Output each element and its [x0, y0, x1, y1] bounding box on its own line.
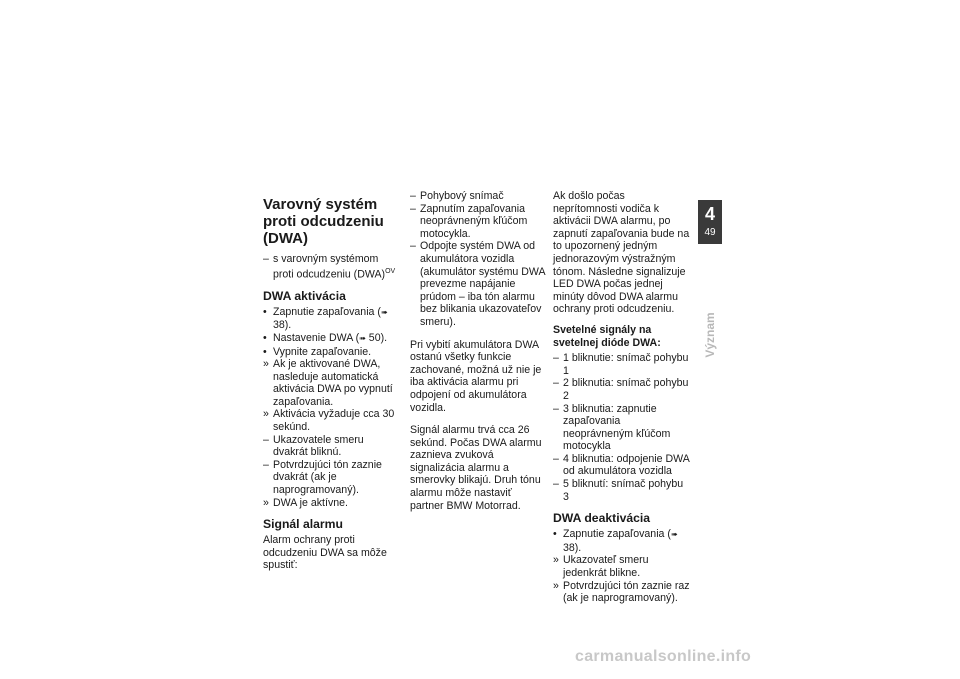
list-item: » Aktivácia vyžaduje cca 30 sekúnd. — [263, 408, 395, 434]
section-title: Varovný systém proti odcudzeniu (DWA) — [263, 196, 384, 247]
list-item: – 2 bliknutia: snímač pohybu 2 — [553, 377, 689, 402]
reference-arrow-icon: ➠ — [359, 333, 366, 343]
led-signals-heading: Svetelné signály na svetelnej dióde DWA: — [553, 323, 661, 349]
list-item: » Potvrdzujúci tón zaznie raz (ak je naprogramovaný). — [553, 579, 690, 605]
list-item: – 1 bliknutie: snímač pohybu 1 — [553, 352, 689, 377]
list-item: • Nastavenie DWA (➠ 50). — [263, 331, 388, 344]
deactivation-heading: DWA deaktivácia — [553, 511, 651, 526]
column-left — [263, 196, 398, 572]
list-item: • Zapnutie zapaľovania (➠ 38). — [553, 528, 678, 554]
section-label-text: Význam — [703, 312, 717, 358]
list-item: » Ak je aktivované DWA, nasleduje automatická aktivácia DWA po vypnutí zapaľovania. — [263, 358, 393, 408]
list-item: – 5 bliknutí: snímač pohybu 3 — [553, 478, 684, 503]
list-item: – 3 bliknutia: zapnutie zapaľovania neoprávneným kľúčom motocykla — [553, 402, 671, 453]
list-item: – s varovným systémom proti odcudzeniu (DWA)$^{OV}$ — [263, 253, 396, 281]
reference-arrow-icon: ➠ — [380, 307, 388, 317]
list-item: – Ukazovatele smeru dvakrát bliknú. — [263, 433, 364, 459]
paragraph: Ak došlo počas neprítomnosti vodiča k aktivácii DWA alarmu, po zapnutí zapaľovania bude na to upozornený jedným jednorazovým výstražným tónom. Následne signalizuje LED DWA počas jednej minúty dôvod DWA alarmu ochrany proti odcudzeniu. — [553, 190, 690, 316]
list-item: – Pohybový snímač — [410, 190, 504, 202]
alarm-text: Alarm ochrany proti odcudzeniu DWA sa môže spustiť: — [263, 534, 387, 572]
chapter-number: 4 — [704, 204, 715, 224]
watermark-text: carmanualsonline.info — [575, 648, 752, 665]
activation-heading: DWA aktivácia — [263, 288, 346, 303]
list-item: » DWA je aktívne. — [263, 496, 348, 509]
list-item: – 4 bliknutia: odpojenie DWA od akumulátora vozidla — [553, 452, 690, 478]
chapter-tab — [698, 200, 722, 244]
list-item: – Odpojte systém DWA od akumulátora vozidla (akumulátor systému DWA prevezme napájanie prúdom – iba tón alarmu bez blikania ukazovateľov smeru). — [410, 240, 545, 328]
paragraph: Pri vybití akumulátora DWA ostanú všetky funkcie zachované, možná už nie je iba aktivácia alarmu pri odpojení od akumulátora vozidla. — [410, 338, 542, 414]
list-item: – Zapnutím zapaľovania neoprávneným kľúčom motocykla. — [410, 202, 528, 240]
list-item: » Ukazovateľ smeru jedenkrát blikne. — [553, 554, 649, 580]
list-item: – Potvrdzujúci tón zaznie dvakrát (ak je naprogramovaný). — [263, 458, 382, 497]
paragraph: Signál alarmu trvá cca 26 sekúnd. Počas DWA alarmu zaznieva zvuková signalizácia alarmu a smerovky blikajú. Druh tónu alarmu môže nastaviť partner BMW Motorrad. — [410, 424, 542, 512]
list-item: • Vypnite zapaľovanie. — [263, 345, 372, 358]
page-number: 49 — [704, 227, 716, 238]
reference-arrow-icon: ➠ — [670, 530, 678, 540]
list-item: • Zapnutie zapaľovania (➠ 38). — [263, 305, 388, 332]
ov-superscript: OV — [385, 267, 396, 275]
column-right — [553, 190, 690, 605]
alarm-heading: Signál alarmu — [263, 517, 343, 532]
section-label — [698, 300, 722, 370]
column-middle — [410, 190, 545, 522]
